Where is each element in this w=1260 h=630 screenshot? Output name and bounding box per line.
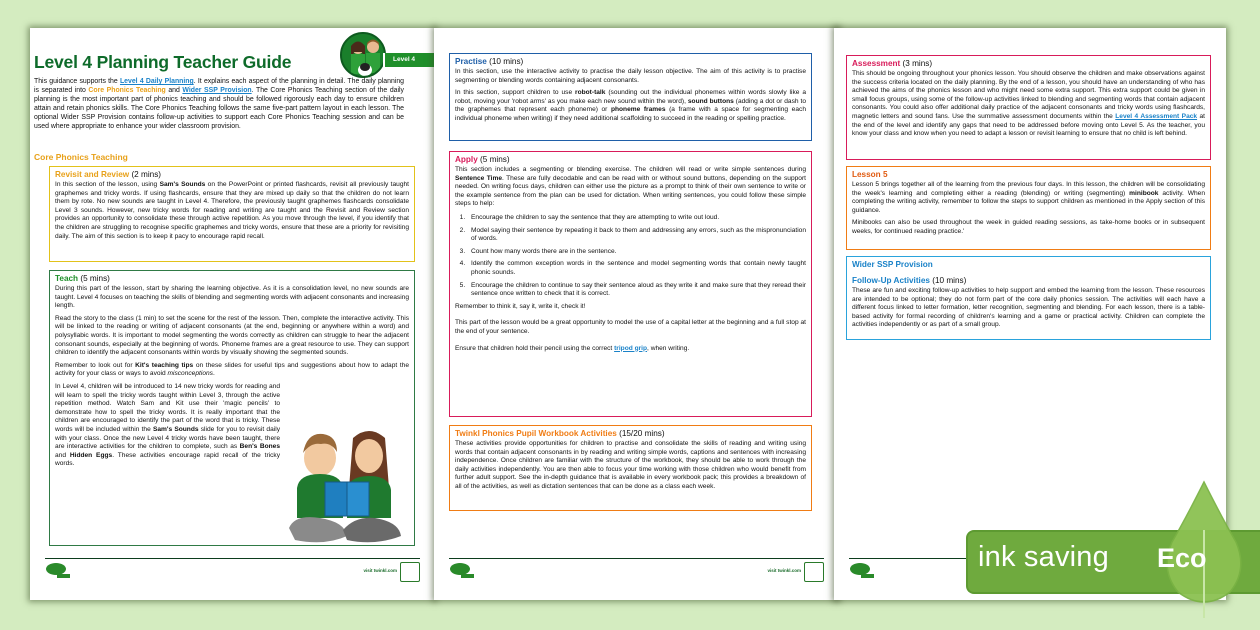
- teach-paragraph-1: During this part of the lesson, start by sharing the learning objective. As it is a consolidation level, no new sounds are taught. Level 4 focuses on teaching the skills of blending and segmenting words with adjacent consonants and increasing length.: [55, 285, 409, 310]
- teach-heading: Teach (5 mins): [55, 274, 110, 283]
- apply-step: 3. Count how many words there are in the sentence.: [467, 248, 806, 257]
- apply-box: [449, 151, 812, 417]
- teach-paragraph-3: Remember to look out for Kit's teaching tips on these slides for useful tips and suggestions about how to adapt the activity for your class or ways to avoid misconceptions.: [55, 361, 409, 378]
- characters-avatar: [340, 32, 386, 78]
- lesson5-heading: Lesson 5: [852, 170, 888, 179]
- eco-banner-text: ink saving: [978, 541, 1109, 573]
- document-page-1: [30, 28, 435, 600]
- footer-divider: [449, 558, 824, 559]
- characters-illustration-icon: [342, 34, 386, 78]
- assessment-heading: Assessment (3 mins): [852, 59, 933, 68]
- practise-box: [449, 53, 812, 141]
- workbook-heading: Twinkl Phonics Pupil Workbook Activities (15/20 mins): [455, 429, 665, 438]
- footer-divider: [45, 558, 420, 559]
- practise-paragraph-1: In this section, use the interactive activity to practise the daily lesson objective. The aim of this activity is to practise segmenting or blending words containing adjacent consonants.: [455, 68, 806, 84]
- wider-ssp-heading: Wider SSP Provision: [852, 260, 933, 269]
- follow-up-heading: Follow-Up Activities (10 mins): [852, 276, 967, 285]
- twinkl-logo-icon: [849, 562, 875, 580]
- revisit-review-box: [49, 166, 415, 262]
- apply-paragraph-4: Ensure that children hold their pencil using the correct tripod grip, when writing.: [455, 344, 690, 352]
- apply-step: 2. Model saying their sentence by repeating it back to them and addressing any errors, such as the mispronunciation of words.: [467, 227, 806, 244]
- level-badge: Level 4: [383, 53, 435, 67]
- intro-paragraph: This guidance supports the Level 4 Daily Planning. It explains each aspect of the planning in detail. The daily planning is separated into Core Phonics Teaching and Wider SSP Provision. The Core Phonics Teaching section of the daily planning is the most important part of phonics teaching and should be followed rigorously each day to ensure children attain and retain phonics skills. The Core Phonics Teaching follows the same five-part pattern layout in each lesson. The optional Wider SSP Provision contains follow-up activities to support each Core Phonics Teaching session and can be used where appropriate to enhance your wider classroom provision.: [34, 78, 404, 130]
- apply-paragraph-2: Remember to think it, say it, write it, check it!: [455, 302, 586, 310]
- twinkl-phonics-logo: [849, 562, 875, 580]
- revisit-text: In this section of the lesson, using Sam's Sounds on the PowerPoint or printed flashcards, revisit all previously taught graphemes and tricky words. If using flashcards, ensure that they are mixed up daily so that the children do not learn them by rote. No new sounds are taught in Level 4. Therefore, the previously taught graphemes flashcards consolidate Level 3 sounds. However, new tricky words for reading and writing are taught and the Revisit and Review section provides an opportunity to consolidate these through active repetition. As you move through the level, if you identify that the children are struggling to recognise specific graphemes and tricky words, ensure that these are a priority for revisiting daily. The aim of this section is to keep it pacy to encourage rapid recall.: [55, 181, 410, 240]
- lesson5-paragraph-2: Minibooks can also be used throughout the week in guided reading sessions, as take-home books or in subsequent weeks, for continued reading practice.': [852, 219, 1205, 235]
- lesson5-box: [846, 166, 1211, 250]
- core-phonics-heading: Core Phonics Teaching: [34, 152, 128, 162]
- twinkl-logo-icon: [45, 562, 71, 580]
- document-page-2: [434, 28, 839, 600]
- practise-heading: Practise (10 mins): [455, 57, 524, 66]
- apply-paragraph-1: This section includes a segmenting or blending exercise. The children will read or write simple sentences during Sentence Time. These are fully decodable and can be read with or without sound buttons, depending on the support needed. On writing focus days, children can either use the picture as a prompt to think of their own sentence to write or the example sentence from the plan can be used for dictation. When writing sentences, you could follow these simple steps to help:: [455, 166, 806, 208]
- assessment-box: [846, 55, 1211, 160]
- apply-paragraph-3: This part of the lesson would be a great opportunity to model the use of a capital letter at the beginning and a full stop at the end of your sentence.: [455, 319, 806, 335]
- link-level-4-assessment-pack[interactable]: Level 4 Assessment Pack: [1115, 112, 1198, 120]
- page-title: Level 4 Planning Teacher Guide: [34, 52, 292, 72]
- follow-up-paragraph: These are fun and exciting follow-up activities to help support and embed the learning from the lesson. These resources are intended to be optional; they do not form part of the core daily phonics session. The activities will each have a different focus linked to letter formation, letter recognition, segmenting and blending. For each lesson, there is a table-based activity for formal recording of children's learning and a game or practical activity. Children can complete the activities independently or as part of a small group.: [852, 287, 1205, 329]
- link-level-4-daily-planning[interactable]: Level 4 Daily Planning: [119, 78, 194, 85]
- eco-label: Eco: [1157, 543, 1207, 573]
- revisit-heading: Revisit and Review (2 mins): [55, 170, 162, 179]
- apply-heading: Apply (5 mins): [455, 155, 510, 164]
- apply-step: 5. Encourage the children to continue to say their sentence aloud as they write it and make sure that they reread their sentence once written to check that it is correct.: [467, 282, 806, 299]
- workbook-box: [449, 425, 812, 511]
- teach-paragraph-4: In Level 4, children will be introduced to 14 new tricky words for reading and will learn to spell the tricky words taught within Level 3, through the active repetition method. Watch Sam and Kit use their 'magic pencils' to demonstrate how to spell the tricky words. It is really important that the children are encouraged to identify the part of the word that is tricky. These words will be included within the Sam's Sounds slide for you to revisit daily with your class. Once the new Level 4 tricky words have been taught, there are interactive activities for the children to complete, such as Ben's Bones and Hidden Eggs. These activities encourage rapid recall of the tricky words.: [55, 382, 280, 468]
- footer-url[interactable]: visit twinkl.com: [767, 568, 801, 573]
- children-reading-icon: [285, 418, 405, 553]
- lesson5-paragraph-1: Lesson 5 brings together all of the learning from the previous four days. In this lesson, the children will be consolidating the week's learning and completing either a reading (blending) or writing (segmenting) minibook activity. When completing the writing activity, remember to follow the steps to support children as mentioned in the Apply section of this guidance.: [852, 181, 1206, 214]
- link-wider-ssp-provision[interactable]: Wider SSP Provision: [182, 87, 252, 94]
- workbook-paragraph: These activities provide opportunities for children to practise and consolidate the skills of reading and writing using words that contain adjacent consonants in by reading and writing simple words, captions and sentences with increasing independence. Once children are familiar with the structure of the workbook, they should be able to work through the daily activities independently. You are then able to focus your time working with those children who would benefit from further adult support. See the in-depth guidance that is available in every workbook pack; this provides a breakdown of all of the activities, as well as dictation sentences that can be done as a class each week.: [455, 440, 806, 490]
- link-tripod-grip[interactable]: tripod grip: [614, 344, 648, 352]
- twinkl-logo-icon: [449, 562, 475, 580]
- twinkl-phonics-logo: [45, 562, 71, 580]
- apply-steps-list: [455, 214, 806, 299]
- quality-badge-icon: [400, 562, 420, 582]
- teach-paragraph-2: Read the story to the class (1 min) to set the scene for the rest of the lesson. Then, complete the interactive activity. This will be linked to the reading or writing of adjacent consonants (at the end, beginning or anywhere within a word) and polysyllabic words. It is important to model segmenting the words correctly as children can struggle to hear the adjacent consonant sounds, especially at the beginning of words. Phoneme frames are a great resource to use. They can support children to identify the adjacent consonants within words by visually showing the segmented sounds.: [55, 314, 409, 357]
- apply-step: 1. Encourage the children to say the sentence that they are attempting to write out loud.: [467, 214, 806, 223]
- twinkl-phonics-logo: [449, 562, 475, 580]
- assessment-paragraph: This should be ongoing throughout your phonics lesson. You should observe the children and make observations against the success criteria located on the daily planning. By the end of a lesson, you should have an understanding of who has achieved the aims of the phonics lesson and who might need some extra support. This extra support could be given in small focus groups, using some of the follow-up activities linked to blending and segmenting words that contain adjacent consonants. You could also offer additional daily practice of the adjacent consonants and tricky words using flashcards, magnetic letters and sound fans. Use the summative assessment documents within the Level 4 Assessment Pack at the end of the level and identify any gaps that need to be addressed before moving onto Level 5. As the teacher, you know your class and know when you need to adapt a lesson or revisit learning to ensure that no child is left behind.: [852, 70, 1205, 138]
- quality-badge-icon: [804, 562, 824, 582]
- children-reading-illustration: [285, 418, 405, 553]
- link-core-phonics-teaching[interactable]: Core Phonics Teaching: [88, 87, 166, 94]
- apply-step: 4. Identify the common exception words in the sentence and model segmenting words that contain newly taught phonic sounds.: [467, 260, 806, 277]
- footer-url[interactable]: visit twinkl.com: [363, 568, 397, 573]
- wider-ssp-box: [846, 256, 1211, 340]
- practise-paragraph-2: In this section, support children to use robot-talk (sounding out the individual phonemes within words slowly like a robot, moving your 'robot arms' as you make each new sound within the word), sound buttons (adding a dot or dash to the graphemes that represent each phoneme) or phoneme frames (a frame with a space for segmenting each individual phoneme when writing) if they need additional scaffolding to succeed in the reading or spelling practice.: [455, 89, 807, 122]
